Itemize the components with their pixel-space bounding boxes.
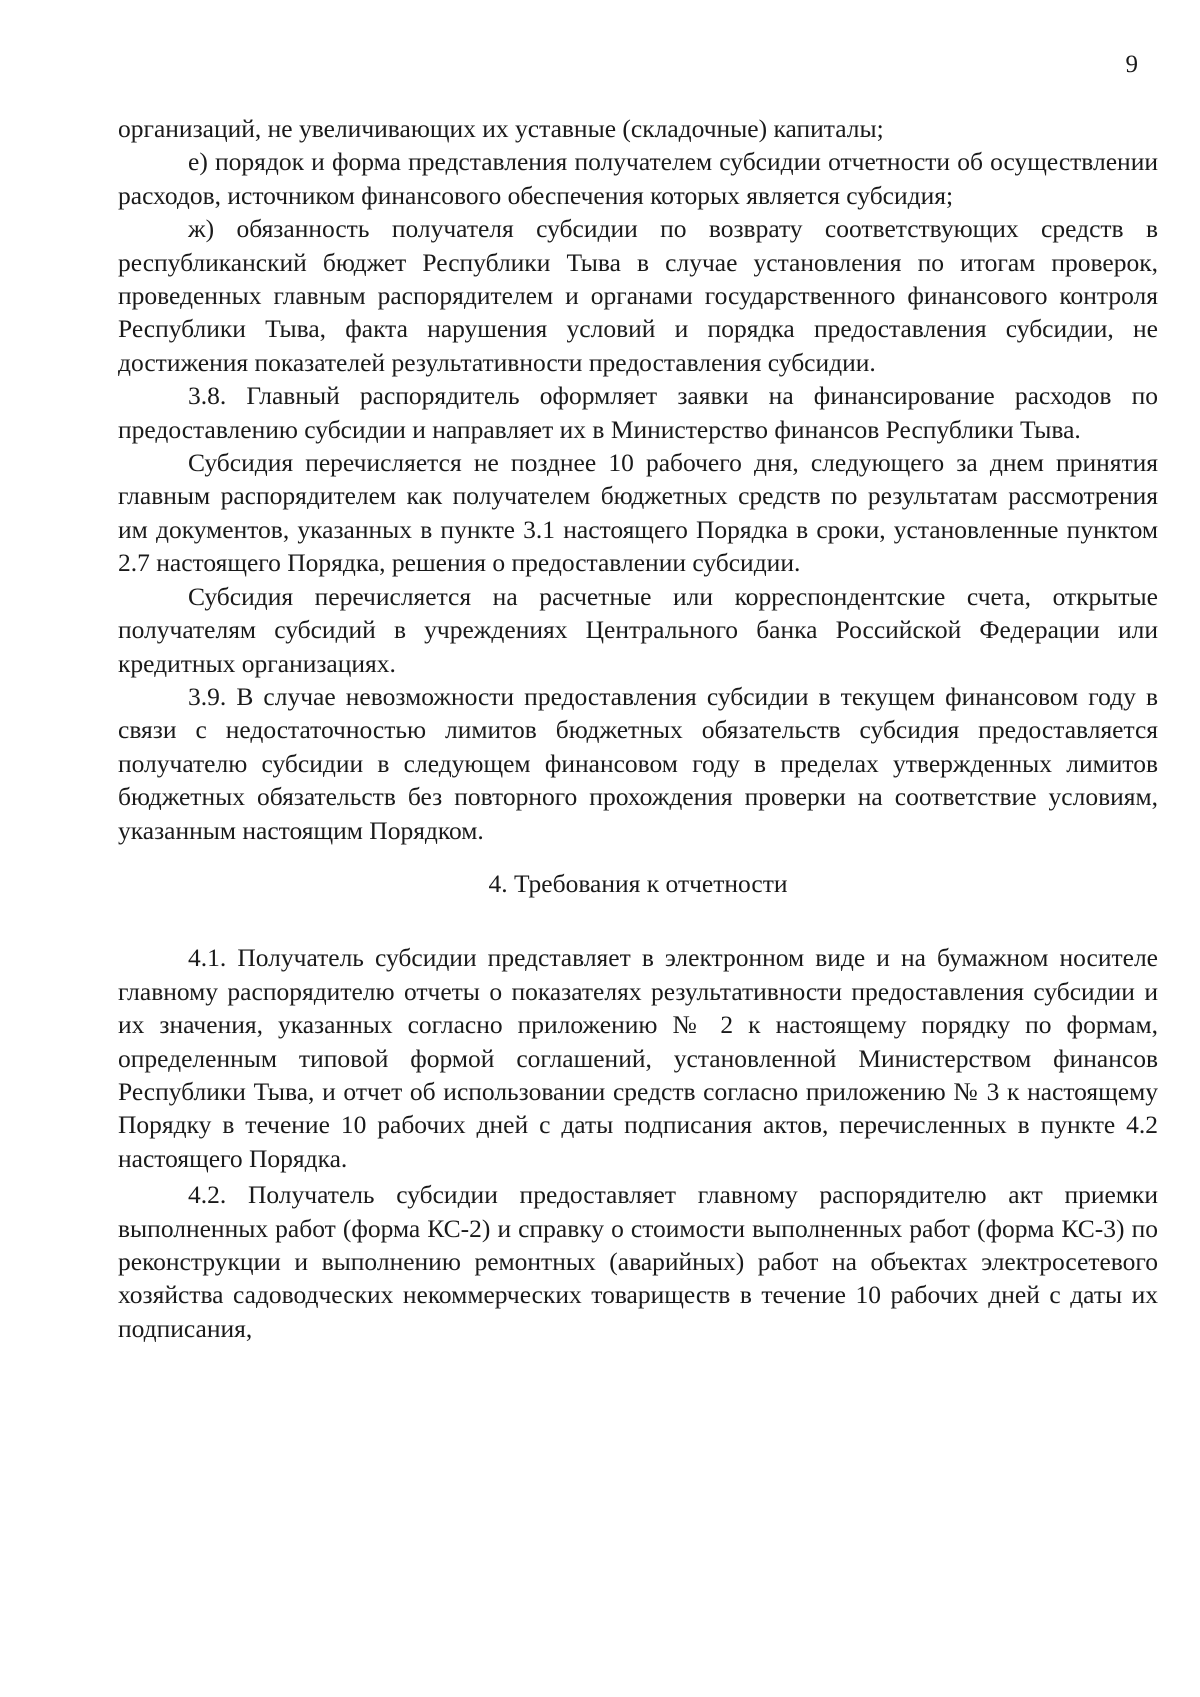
paragraph-4-2: 4.2. Получатель субсидии предоставляет главному распорядителю акт приемки выполненных работ (форма КС-2) и справку о стоимости выполненных работ (форма КС-3) по реконструкции и выполнению ремонтных (аварийных) работ на объектах электросетевого хозяйства садоводческих некоммерческих товариществ в течение 10 рабочих дней с даты их подписания, — [118, 1180, 1158, 1343]
paragraph-subsidy-accounts: Субсидия перечисляется на расчетные или корреспондентские счета, открытые получателям субсидий в учреждениях Центрального банка Российской Федерации или кредитных организациях. — [118, 581, 1158, 678]
paragraph-3-8: 3.8. Главный распорядитель оформляет заявки на финансирование расходов по предоставлению субсидии и направляет их в Министерство финансов Республики Тыва. — [118, 381, 1158, 444]
paragraph-item-zh: ж) обязанность получателя субсидии по возврату соответствующих средств в республиканский бюджет Республики Тыва в случае установления по итогам проверок, проведенных главным распорядителем и органами государственного финансового контроля Республики Тыва, факта нарушения условий и порядка предоставления субсидии, не достижения показателей результативности предоставления субсидии. — [118, 214, 1158, 377]
document-body — [118, 112, 1158, 1345]
section-heading: 4. Требования к отчетности — [488, 868, 788, 898]
page-number: 9 — [1125, 51, 1138, 78]
paragraph-4-1: 4.1. Получатель субсидии представляет в электронном виде и на бумажном носителе главному распорядителю отчеты о показателях результативности предоставления субсидии и их значения, указанных согласно приложению № 2 к настоящему порядку по формам, определенным типовой формой соглашений, установленной Министерством финансов Республики Тыва, и отчет об использовании средств согласно приложению № 3 к настоящему Порядку в течение 10 рабочих дней с даты подписания актов, перечисленных в пункте 4.2 настоящего Порядка. — [118, 943, 1158, 1173]
paragraph-continuation: организаций, не увеличивающих их уставные (складочные) капиталы; — [118, 114, 884, 143]
paragraph-subsidy-transfer-deadline: Субсидия перечисляется не позднее 10 рабочего дня, следующего за днем принятия главным распорядителем как получателем бюджетных средств по результатам рассмотрения им документов, указанных в пункте 3.1 настоящего Порядка в сроки, установленные пунктом 2.7 настоящего Порядка, решения о предоставлении субсидии. — [118, 448, 1158, 578]
paragraph-item-e: е) порядок и форма представления получателем субсидии отчетности об осуществлении расходов, источником финансового обеспечения которых является субсидия; — [118, 147, 1158, 210]
paragraph-3-9: 3.9. В случае невозможности предоставления субсидии в текущем финансовом году в связи с недостаточностью лимитов бюджетных обязательств субсидия предоставляется получателю субсидии в следующем финансовом году в пределах утвержденных лимитов бюджетных обязательств без повторного прохождения проверки на соответствие условиям, указанным настоящим Порядком. — [118, 681, 1158, 845]
